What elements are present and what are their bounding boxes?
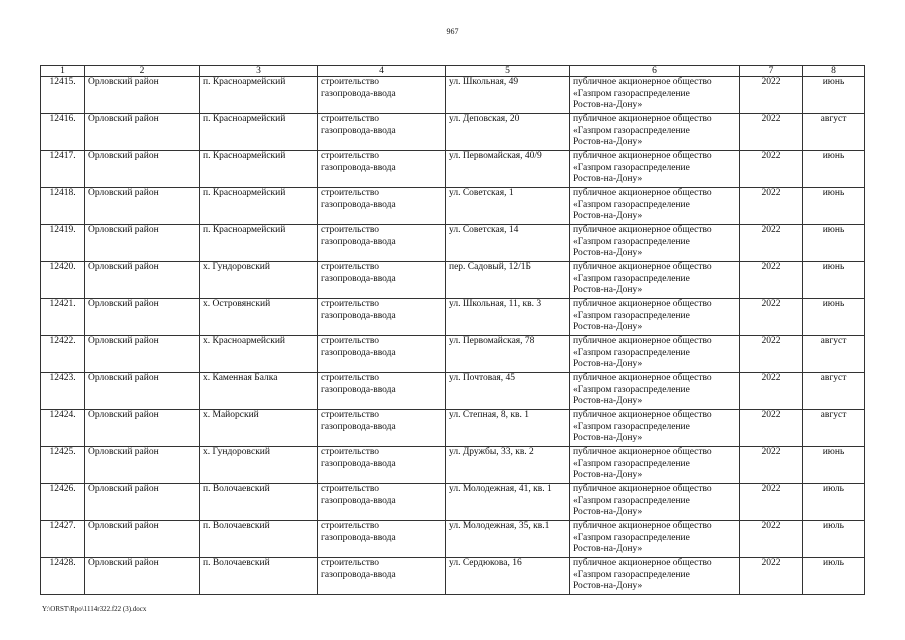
month-cell: август xyxy=(803,410,865,447)
year-cell: 2022 xyxy=(740,77,803,114)
work-type-cell xyxy=(318,410,446,447)
owner-cell xyxy=(570,521,740,558)
work-type-line: газопровода-ввода xyxy=(321,384,396,395)
row-number-cell: 12419. xyxy=(41,225,85,262)
district-cell: Орловский район xyxy=(85,188,200,225)
district-cell: Орловский район xyxy=(85,336,200,373)
owner-cell xyxy=(570,299,740,336)
work-type-line: строительство xyxy=(321,188,380,198)
table-row xyxy=(41,521,865,558)
work-type-cell xyxy=(318,299,446,336)
column-header: 6 xyxy=(570,66,740,77)
owner-line: Ростов-на-Дону» xyxy=(573,285,643,295)
table-row xyxy=(41,336,865,373)
owner-cell xyxy=(570,151,740,188)
table-row xyxy=(41,225,865,262)
district-cell: Орловский район xyxy=(85,410,200,447)
owner-line: публичное акционерное общество xyxy=(573,336,712,346)
work-type-line: строительство xyxy=(321,336,380,346)
owner-line: публичное акционерное общество xyxy=(573,410,712,420)
work-type-cell xyxy=(318,447,446,484)
owner-line: «Газпром газораспределение xyxy=(573,236,690,247)
district-cell: Орловский район xyxy=(85,558,200,595)
owner-line: «Газпром газораспределение xyxy=(573,310,690,321)
column-header: 4 xyxy=(318,66,446,77)
month-cell: август xyxy=(803,114,865,151)
district-cell: Орловский район xyxy=(85,521,200,558)
owner-line: «Газпром газораспределение xyxy=(573,88,690,99)
owner-cell xyxy=(570,373,740,410)
owner-line: «Газпром газораспределение xyxy=(573,495,690,506)
row-number-cell: 12418. xyxy=(41,188,85,225)
year-cell: 2022 xyxy=(740,225,803,262)
owner-line: Ростов-на-Дону» xyxy=(573,211,643,221)
work-type-line: строительство xyxy=(321,521,380,531)
address-cell: ул. Сердюкова, 16 xyxy=(446,558,570,595)
table-row xyxy=(41,262,865,299)
column-header: 8 xyxy=(803,66,865,77)
work-type-line: газопровода-ввода xyxy=(321,162,396,173)
column-header: 1 xyxy=(41,66,85,77)
month-cell: июль xyxy=(803,484,865,521)
work-type-line: газопровода-ввода xyxy=(321,421,396,432)
year-cell: 2022 xyxy=(740,447,803,484)
locality-cell: п. Красноармейский xyxy=(200,77,318,114)
table-row xyxy=(41,558,865,595)
owner-line: публичное акционерное общество xyxy=(573,484,712,494)
work-type-line: строительство xyxy=(321,484,380,494)
month-cell: июль xyxy=(803,558,865,595)
row-number-cell: 12417. xyxy=(41,151,85,188)
address-cell: ул. Школьная, 11, кв. 3 xyxy=(446,299,570,336)
owner-line: публичное акционерное общество xyxy=(573,299,712,309)
work-type-line: газопровода-ввода xyxy=(321,458,396,469)
owner-line: публичное акционерное общество xyxy=(573,373,712,383)
work-type-cell xyxy=(318,558,446,595)
owner-line: публичное акционерное общество xyxy=(573,262,712,272)
work-type-line: строительство xyxy=(321,558,380,568)
work-type-line: газопровода-ввода xyxy=(321,125,396,136)
address-cell: ул. Молодежная, 35, кв.1 xyxy=(446,521,570,558)
month-cell: июнь xyxy=(803,151,865,188)
table-row xyxy=(41,410,865,447)
work-type-line: строительство xyxy=(321,410,380,420)
locality-cell: х. Гундоровский xyxy=(200,447,318,484)
owner-line: Ростов-на-Дону» xyxy=(573,100,643,110)
work-type-line: строительство xyxy=(321,151,380,161)
owner-line: «Газпром газораспределение xyxy=(573,347,690,358)
table-row xyxy=(41,447,865,484)
work-type-line: газопровода-ввода xyxy=(321,569,396,580)
work-type-line: строительство xyxy=(321,373,380,383)
table-row xyxy=(41,114,865,151)
year-cell: 2022 xyxy=(740,410,803,447)
owner-line: публичное акционерное общество xyxy=(573,151,712,161)
row-number-cell: 12416. xyxy=(41,114,85,151)
owner-line: Ростов-на-Дону» xyxy=(573,581,643,591)
work-type-line: строительство xyxy=(321,299,380,309)
work-type-line: газопровода-ввода xyxy=(321,273,396,284)
address-cell: пер. Садовый, 12/1Б xyxy=(446,262,570,299)
work-type-cell xyxy=(318,188,446,225)
address-cell: ул. Школьная, 49 xyxy=(446,77,570,114)
year-cell: 2022 xyxy=(740,299,803,336)
district-cell: Орловский район xyxy=(85,373,200,410)
work-type-line: газопровода-ввода xyxy=(321,532,396,543)
owner-line: «Газпром газораспределение xyxy=(573,162,690,173)
locality-cell: п. Красноармейский xyxy=(200,114,318,151)
locality-cell: п. Красноармейский xyxy=(200,225,318,262)
column-header: 3 xyxy=(200,66,318,77)
work-type-line: строительство xyxy=(321,77,380,87)
work-type-line: газопровода-ввода xyxy=(321,310,396,321)
owner-line: Ростов-на-Дону» xyxy=(573,433,643,443)
owner-cell xyxy=(570,188,740,225)
owner-line: Ростов-на-Дону» xyxy=(573,248,643,258)
table-row xyxy=(41,373,865,410)
district-cell: Орловский район xyxy=(85,262,200,299)
owner-line: публичное акционерное общество xyxy=(573,558,712,568)
owner-line: публичное акционерное общество xyxy=(573,225,712,235)
owner-line: «Газпром газораспределение xyxy=(573,569,690,580)
month-cell: июнь xyxy=(803,447,865,484)
owner-line: Ростов-на-Дону» xyxy=(573,322,643,332)
address-cell: ул. Почтовая, 45 xyxy=(446,373,570,410)
year-cell: 2022 xyxy=(740,114,803,151)
work-type-cell xyxy=(318,225,446,262)
address-cell: ул. Советская, 14 xyxy=(446,225,570,262)
owner-line: «Газпром газораспределение xyxy=(573,421,690,432)
address-cell: ул. Первомайская, 40/9 xyxy=(446,151,570,188)
row-number-cell: 12428. xyxy=(41,558,85,595)
owner-cell xyxy=(570,447,740,484)
work-type-cell xyxy=(318,77,446,114)
month-cell: июнь xyxy=(803,299,865,336)
owner-line: Ростов-на-Дону» xyxy=(573,470,643,480)
owner-cell xyxy=(570,262,740,299)
owner-line: «Газпром газораспределение xyxy=(573,532,690,543)
work-type-line: строительство xyxy=(321,114,380,124)
owner-line: публичное акционерное общество xyxy=(573,188,712,198)
work-type-cell xyxy=(318,373,446,410)
district-cell: Орловский район xyxy=(85,151,200,188)
locality-cell: х. Майорский xyxy=(200,410,318,447)
owner-cell xyxy=(570,484,740,521)
column-header: 7 xyxy=(740,66,803,77)
row-number-cell: 12421. xyxy=(41,299,85,336)
work-type-line: газопровода-ввода xyxy=(321,347,396,358)
footer-file-path: Y:\ORST\Rpo\1114r322.f22 (3).docx xyxy=(42,605,147,613)
owner-cell xyxy=(570,114,740,151)
table-row xyxy=(41,77,865,114)
month-cell: август xyxy=(803,336,865,373)
work-type-line: строительство xyxy=(321,447,380,457)
row-number-cell: 12427. xyxy=(41,521,85,558)
row-number-cell: 12426. xyxy=(41,484,85,521)
address-cell: ул. Дружбы, 33, кв. 2 xyxy=(446,447,570,484)
work-type-line: газопровода-ввода xyxy=(321,236,396,247)
owner-line: Ростов-на-Дону» xyxy=(573,507,643,517)
table-row xyxy=(41,151,865,188)
year-cell: 2022 xyxy=(740,558,803,595)
month-cell: июнь xyxy=(803,262,865,299)
locality-cell: х. Островянский xyxy=(200,299,318,336)
work-type-cell xyxy=(318,336,446,373)
district-cell: Орловский район xyxy=(85,77,200,114)
owner-line: «Газпром газораспределение xyxy=(573,199,690,210)
row-number-cell: 12422. xyxy=(41,336,85,373)
locality-cell: х. Гундоровский xyxy=(200,262,318,299)
work-type-line: строительство xyxy=(321,262,380,272)
locality-cell: п. Волочаевский xyxy=(200,558,318,595)
owner-cell xyxy=(570,558,740,595)
year-cell: 2022 xyxy=(740,336,803,373)
column-header-row xyxy=(41,66,865,77)
row-number-cell: 12420. xyxy=(41,262,85,299)
month-cell: июль xyxy=(803,521,865,558)
year-cell: 2022 xyxy=(740,188,803,225)
year-cell: 2022 xyxy=(740,262,803,299)
work-type-line: газопровода-ввода xyxy=(321,88,396,99)
owner-cell xyxy=(570,225,740,262)
locality-cell: п. Волочаевский xyxy=(200,484,318,521)
locality-cell: п. Волочаевский xyxy=(200,521,318,558)
owner-line: «Газпром газораспределение xyxy=(573,458,690,469)
owner-line: публичное акционерное общество xyxy=(573,77,712,87)
work-type-cell xyxy=(318,151,446,188)
table-row xyxy=(41,484,865,521)
locality-cell: п. Красноармейский xyxy=(200,188,318,225)
row-number-cell: 12423. xyxy=(41,373,85,410)
owner-line: Ростов-на-Дону» xyxy=(573,174,643,184)
work-type-cell xyxy=(318,484,446,521)
year-cell: 2022 xyxy=(740,151,803,188)
address-cell: ул. Степная, 8, кв. 1 xyxy=(446,410,570,447)
owner-line: Ростов-на-Дону» xyxy=(573,544,643,554)
owner-line: Ростов-на-Дону» xyxy=(573,137,643,147)
address-cell: ул. Советская, 1 xyxy=(446,188,570,225)
address-cell: ул. Деповская, 20 xyxy=(446,114,570,151)
owner-line: «Газпром газораспределение xyxy=(573,125,690,136)
owner-cell xyxy=(570,410,740,447)
table-row xyxy=(41,299,865,336)
row-number-cell: 12415. xyxy=(41,77,85,114)
column-header: 5 xyxy=(446,66,570,77)
work-type-cell xyxy=(318,114,446,151)
locality-cell: х. Каменная Балка xyxy=(200,373,318,410)
address-cell: ул. Первомайская, 78 xyxy=(446,336,570,373)
work-type-line: газопровода-ввода xyxy=(321,495,396,506)
month-cell: июнь xyxy=(803,225,865,262)
column-header: 2 xyxy=(85,66,200,77)
owner-line: публичное акционерное общество xyxy=(573,447,712,457)
district-cell: Орловский район xyxy=(85,447,200,484)
owner-cell xyxy=(570,336,740,373)
address-cell: ул. Молодежная, 41, кв. 1 xyxy=(446,484,570,521)
table-row xyxy=(41,188,865,225)
work-type-line: газопровода-ввода xyxy=(321,199,396,210)
locality-cell: х. Красноармейский xyxy=(200,336,318,373)
year-cell: 2022 xyxy=(740,484,803,521)
district-cell: Орловский район xyxy=(85,484,200,521)
work-type-cell xyxy=(318,262,446,299)
work-type-cell xyxy=(318,521,446,558)
row-number-cell: 12425. xyxy=(41,447,85,484)
locality-cell: п. Красноармейский xyxy=(200,151,318,188)
district-cell: Орловский район xyxy=(85,225,200,262)
owner-line: Ростов-на-Дону» xyxy=(573,396,643,406)
owner-line: публичное акционерное общество xyxy=(573,114,712,124)
owner-line: Ростов-на-Дону» xyxy=(573,359,643,369)
registry-table xyxy=(40,65,865,595)
year-cell: 2022 xyxy=(740,373,803,410)
owner-line: публичное акционерное общество xyxy=(573,521,712,531)
month-cell: июнь xyxy=(803,77,865,114)
district-cell: Орловский район xyxy=(85,299,200,336)
district-cell: Орловский район xyxy=(85,114,200,151)
owner-cell xyxy=(570,77,740,114)
row-number-cell: 12424. xyxy=(41,410,85,447)
work-type-line: строительство xyxy=(321,225,380,235)
page-number: 967 xyxy=(446,27,459,36)
owner-line: «Газпром газораспределение xyxy=(573,384,690,395)
month-cell: июнь xyxy=(803,188,865,225)
owner-line: «Газпром газораспределение xyxy=(573,273,690,284)
year-cell: 2022 xyxy=(740,521,803,558)
month-cell: август xyxy=(803,373,865,410)
